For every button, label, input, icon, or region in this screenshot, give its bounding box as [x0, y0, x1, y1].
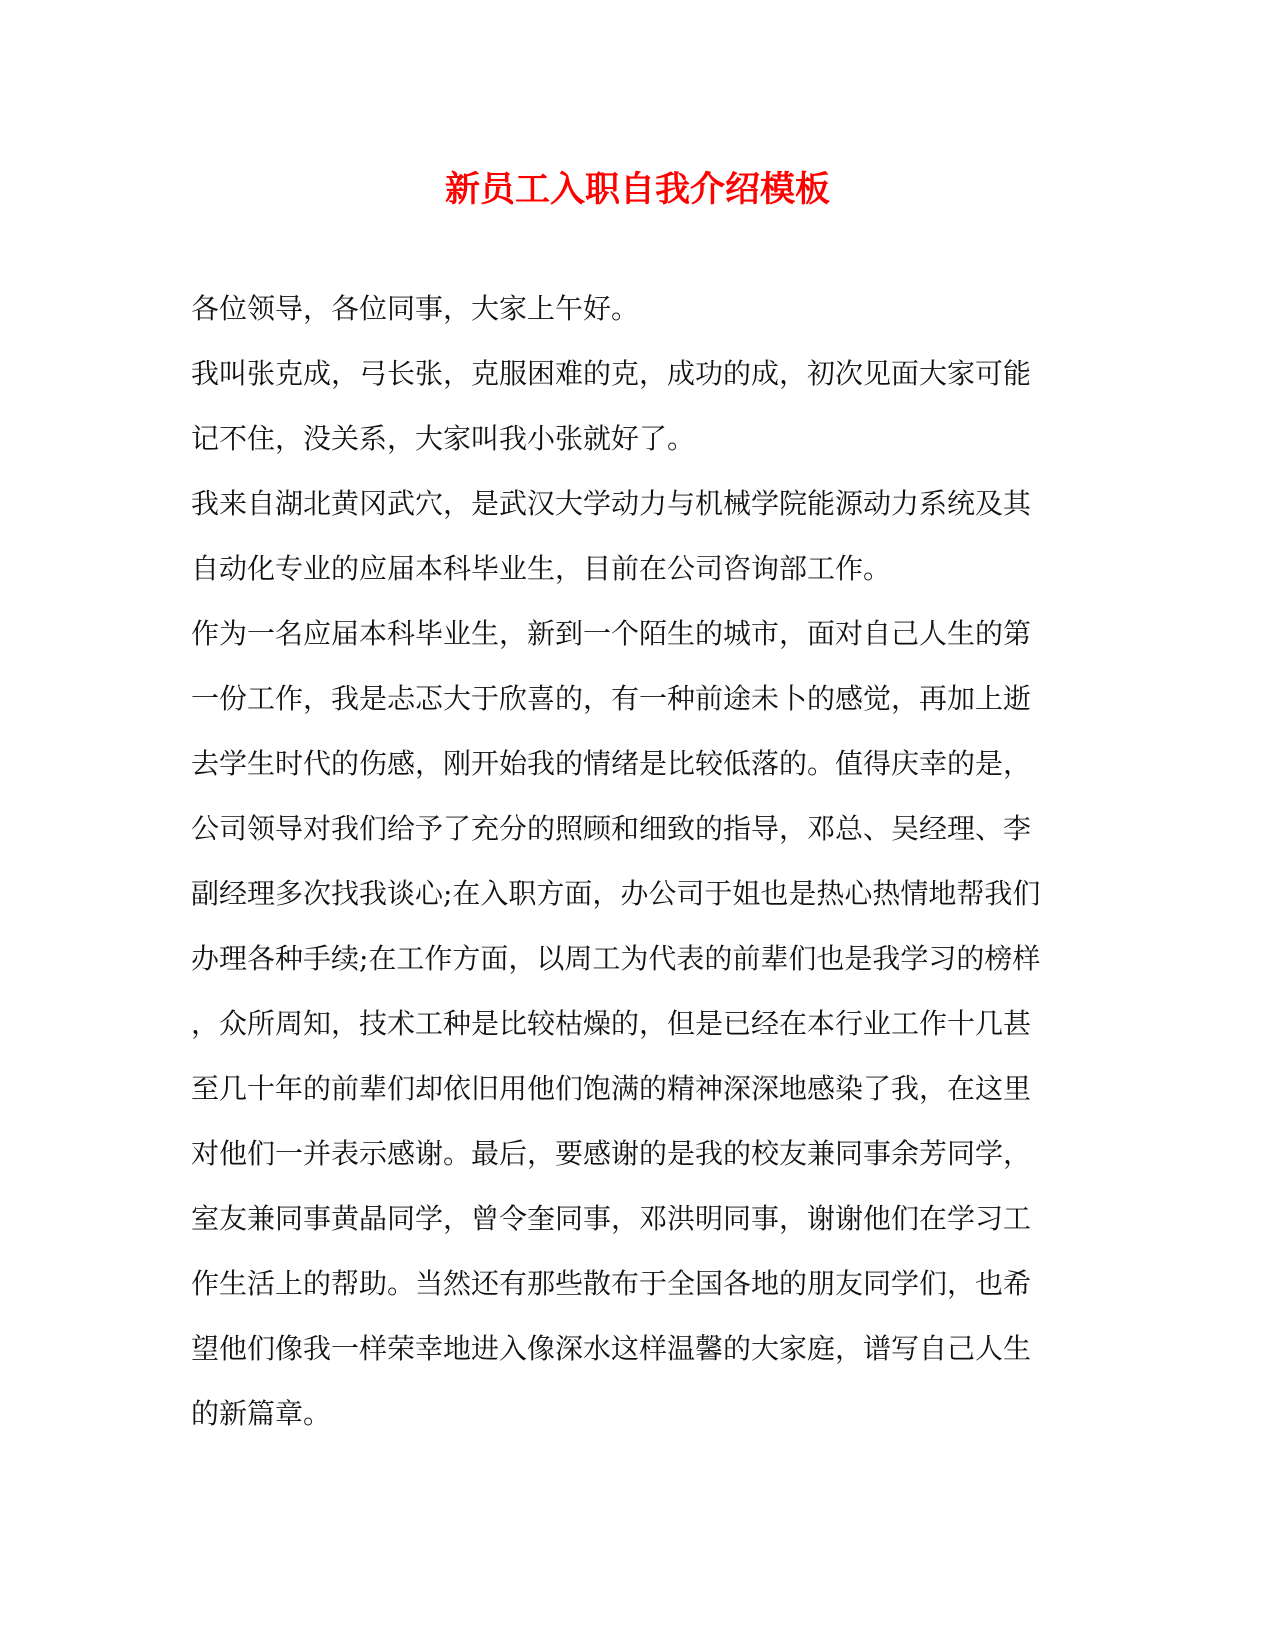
text-line: ，众所周知，技术工种是比较枯燥的，但是已经在本行业工作十几甚: [191, 1007, 1032, 1040]
text-line: 记不住，没关系，大家叫我小张就好了。: [191, 422, 696, 455]
document-body: [191, 276, 1091, 1446]
text-line: 去学生时代的伤感，刚开始我的情绪是比较低落的。值得庆幸的是，: [191, 747, 1032, 780]
text-line: 室友兼同事黄晶同学，曾令奎同事，邓洪明同事，谢谢他们在学习工: [191, 1202, 1032, 1235]
text-line: 一份工作，我是忐忑大于欣喜的，有一种前途未卜的感觉，再加上逝: [191, 682, 1032, 715]
text-line: 作为一名应届本科毕业生，新到一个陌生的城市，面对自己人生的第: [191, 617, 1032, 650]
text-line: 办理各种手续;在工作方面，以周工为代表的前辈们也是我学习的榜样: [191, 942, 1041, 975]
text-line: 副经理多次找我谈心;在入职方面，办公司于姐也是热心热情地帮我们: [191, 877, 1041, 910]
text-line: 公司领导对我们给予了充分的照顾和细致的指导，邓总、吴经理、李: [191, 812, 1032, 845]
text-line: 各位领导，各位同事，大家上午好。: [191, 292, 640, 325]
text-line: 作生活上的帮助。当然还有那些散布于全国各地的朋友同学们，也希: [191, 1267, 1032, 1300]
document-title: 新员工入职自我介绍模板: [444, 169, 830, 210]
text-line: 自动化专业的应届本科毕业生，目前在公司咨询部工作。: [191, 552, 892, 585]
text-line: 的新篇章。: [191, 1397, 332, 1430]
text-line: 望他们像我一样荣幸地进入像深水这样温馨的大家庭，谱写自己人生: [191, 1332, 1032, 1365]
text-line: 我叫张克成，弓长张，克服困难的克，成功的成，初次见面大家可能: [191, 357, 1032, 390]
text-line: 对他们一并表示感谢。最后，要感谢的是我的校友兼同事余芳同学，: [191, 1137, 1032, 1170]
text-line: 我来自湖北黄冈武穴，是武汉大学动力与机械学院能源动力系统及其: [191, 487, 1032, 520]
text-line: 至几十年的前辈们却依旧用他们饱满的精神深深地感染了我，在这里: [191, 1072, 1032, 1105]
